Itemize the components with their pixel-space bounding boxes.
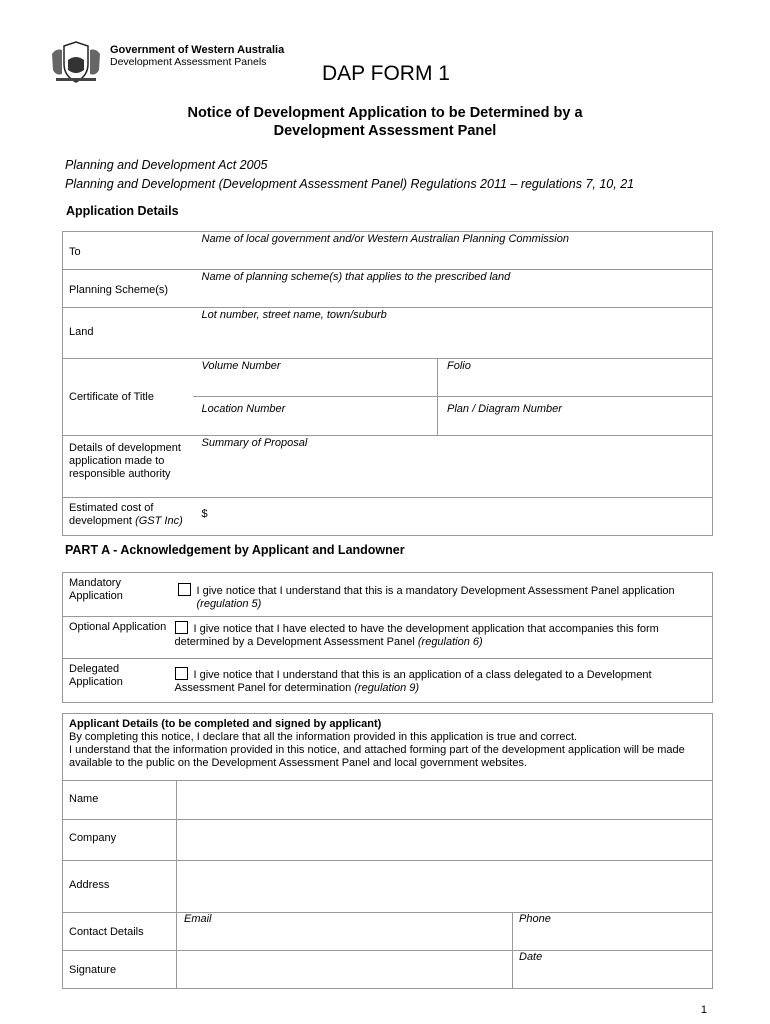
- signature-field[interactable]: [177, 951, 513, 989]
- name-label: Name: [69, 793, 99, 805]
- title-line-2: Development Assessment Panel: [273, 123, 497, 139]
- application-details-table: [62, 231, 713, 536]
- declaration-line-2: I understand that the information provided in this notice, and attached forming part of the development application will be made available to the public on the Development Assessment Panel and local government websites.: [69, 744, 685, 769]
- summary-field[interactable]: [193, 436, 713, 498]
- signature-label: Signature: [69, 964, 117, 976]
- scheme-label: Planning Scheme(s): [69, 284, 169, 296]
- to-label: To: [69, 246, 81, 258]
- mandatory-checkbox[interactable]: [178, 583, 191, 596]
- contact-label: Contact Details: [69, 926, 144, 938]
- optional-checkbox[interactable]: [175, 621, 188, 634]
- delegated-checkbox[interactable]: [175, 667, 188, 680]
- cost-field[interactable]: [193, 498, 713, 536]
- scheme-field[interactable]: [193, 270, 713, 308]
- to-field[interactable]: [193, 232, 713, 270]
- optional-row: [63, 617, 713, 659]
- location-hint: Location Number: [201, 403, 286, 415]
- part-a-heading: PART A - Acknowledgement by Applicant and Landowner: [65, 543, 405, 557]
- page-number: 1: [700, 1004, 707, 1016]
- address-label: Address: [69, 879, 110, 891]
- volume-field[interactable]: [193, 359, 438, 397]
- land-hint: Lot number, street name, town/suburb: [201, 309, 387, 321]
- title-row-1: [63, 359, 713, 397]
- date-hint: Date: [519, 951, 543, 963]
- mandatory-ref: (regulation 5): [196, 598, 262, 610]
- org-name: Government of Western Australia: [110, 44, 285, 56]
- company-field[interactable]: [177, 820, 713, 861]
- company-row: [63, 820, 713, 861]
- declaration-line-1: By completing this notice, I declare that all the information provided in this application is true and correct.: [69, 731, 578, 743]
- name-field[interactable]: [177, 781, 713, 820]
- details-label: Details of development application made to responsible authority: [69, 442, 181, 480]
- cost-label-text: Estimated cost of development: [69, 502, 154, 527]
- date-field[interactable]: [513, 951, 713, 989]
- phone-field[interactable]: [513, 913, 713, 951]
- applicant-heading: Applicant Details (to be completed and signed by applicant): [69, 718, 382, 730]
- delegated-ref: (regulation 9): [354, 682, 420, 694]
- applicant-details-table: [62, 713, 713, 989]
- optional-label: Optional Application: [69, 621, 167, 633]
- details-row: [63, 436, 713, 498]
- to-row: [63, 232, 713, 270]
- page-title: [0, 104, 770, 140]
- company-label: Company: [69, 832, 117, 844]
- cost-label: [63, 498, 193, 532]
- delegated-row: [63, 659, 713, 703]
- plan-hint: Plan / Diagram Number: [447, 403, 562, 415]
- mandatory-text: I give notice that I understand that this is a mandatory Development Assessment Panel application: [196, 585, 675, 597]
- regulations-reference: Planning and Development (Development Assessment Panel) Regulations 2011 – regulations 7, 10, 21: [65, 177, 635, 191]
- folio-field[interactable]: [438, 359, 713, 397]
- land-row: [63, 308, 713, 359]
- optional-text: I give notice that I have elected to have the development application that accompanies this form determined by a Development Assessment Panel: [174, 623, 659, 648]
- summary-hint: Summary of Proposal: [201, 437, 308, 449]
- volume-hint: Volume Number: [201, 360, 281, 372]
- land-field[interactable]: [193, 308, 713, 359]
- form-number: DAP FORM 1: [322, 62, 450, 85]
- delegated-label: Delegated Application: [69, 663, 123, 688]
- land-label: Land: [69, 326, 94, 338]
- mandatory-row: [63, 573, 713, 617]
- address-field[interactable]: [177, 861, 713, 913]
- optional-ref: (regulation 6): [417, 636, 483, 648]
- to-hint: Name of local government and/or Western Australian Planning Commission: [201, 233, 569, 245]
- location-field[interactable]: [193, 397, 438, 436]
- mandatory-label: Mandatory Application: [69, 577, 123, 602]
- scheme-hint: Name of planning scheme(s) that applies to the prescribed land: [201, 271, 511, 283]
- scheme-row: [63, 270, 713, 308]
- delegated-text: I give notice that I understand that this is an application of a class delegated to a Development Assessment Panel for determination: [174, 669, 652, 694]
- name-row: [63, 781, 713, 820]
- part-a-table: [62, 572, 713, 703]
- act-reference: Planning and Development Act 2005: [65, 158, 268, 172]
- email-hint: Email: [184, 913, 212, 925]
- folio-hint: Folio: [447, 360, 471, 372]
- signature-row: [63, 951, 713, 989]
- declaration-row: [63, 714, 713, 781]
- email-field[interactable]: [177, 913, 513, 951]
- certificate-of-title-label: Certificate of Title: [69, 391, 154, 403]
- coat-of-arms-logo: [50, 40, 102, 84]
- title-line-1: Notice of Development Application to be Determined by a: [187, 105, 583, 121]
- phone-hint: Phone: [519, 913, 551, 925]
- dollar-symbol: $: [201, 508, 208, 520]
- cost-row: [63, 498, 713, 536]
- org-subname: Development Assessment Panels: [110, 56, 267, 68]
- contact-row: [63, 913, 713, 951]
- application-details-heading: Application Details: [66, 204, 179, 218]
- plan-field[interactable]: [438, 397, 713, 436]
- cost-gst-note: (GST Inc): [135, 515, 183, 527]
- address-row: [63, 861, 713, 913]
